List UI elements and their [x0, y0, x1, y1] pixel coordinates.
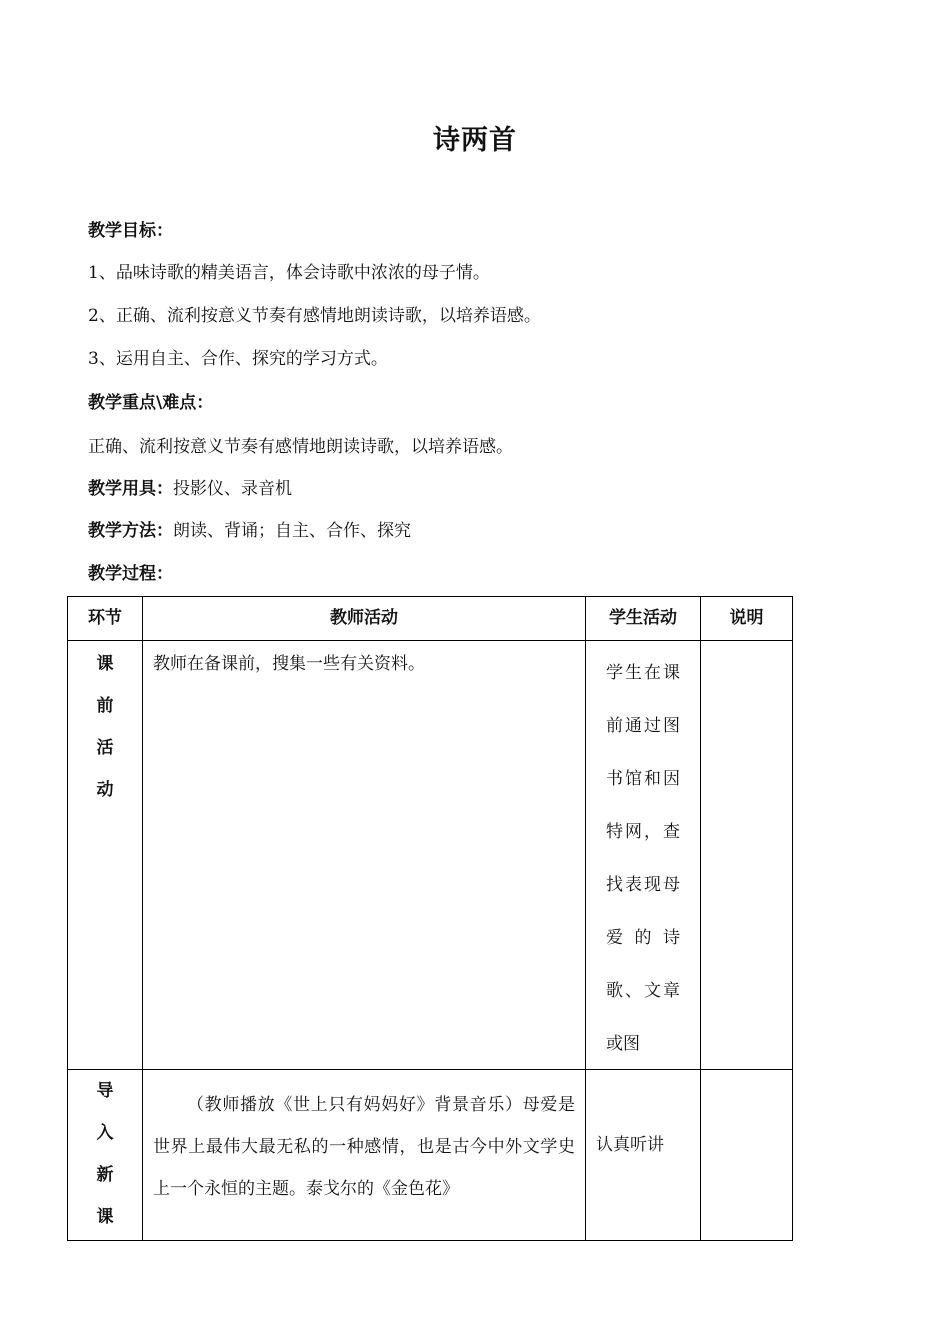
header-stage: 环节	[68, 597, 143, 641]
table-row	[68, 1070, 793, 1241]
objective-item-3: 3、运用自主、合作、探究的学习方式。	[88, 349, 388, 369]
stage-char: 动	[96, 780, 114, 800]
methods-text: 朗读、背诵；自主、合作、探究	[173, 521, 411, 541]
teacher-activity-cell	[143, 1070, 586, 1241]
key-points-label: 教学重点\难点：	[88, 393, 214, 413]
stage-cell-pre-class	[68, 641, 143, 1070]
student-line: 书馆和因	[606, 769, 680, 789]
document-title: 诗两首	[433, 125, 517, 156]
methods-line	[88, 516, 411, 541]
student-line: 找表现母	[606, 875, 680, 895]
student-line: 歌、文章	[606, 981, 680, 1001]
teacher-activity-cell	[143, 641, 586, 1070]
objective-item-2: 2、正确、流利按意义节奏有感情地朗读诗歌，以培养语感。	[88, 306, 541, 326]
stage-char: 课	[96, 654, 114, 674]
teacher-activity-text: （教师播放《世上只有妈妈好》背景音乐）母爱是世界上最伟大最无私的一种感情，也是古今中外文学史上一个永恒的主题。泰戈尔的《金色花》	[153, 1095, 575, 1199]
process-label: 教学过程：	[88, 564, 173, 584]
tools-line	[88, 474, 292, 499]
stage-char: 导	[96, 1081, 114, 1101]
student-activity-cell	[586, 641, 701, 1070]
table-header-row	[68, 597, 793, 641]
header-notes: 说明	[701, 597, 793, 641]
header-student-activity: 学生活动	[586, 597, 701, 641]
stage-char: 新	[96, 1165, 114, 1185]
teaching-process-table	[67, 596, 793, 1241]
tools-label: 教学用具：	[88, 479, 173, 499]
notes-cell	[701, 641, 793, 1070]
objectives-label: 教学目标：	[88, 221, 173, 241]
student-line: 爱的诗	[606, 928, 680, 948]
student-line: 学生在课	[606, 663, 680, 683]
stage-char: 活	[96, 738, 114, 758]
stage-char: 入	[96, 1123, 114, 1143]
methods-label: 教学方法：	[88, 521, 173, 541]
student-line: 特网，查	[606, 822, 680, 842]
student-activity-cell: 认真听讲	[586, 1070, 701, 1241]
stage-char: 前	[96, 696, 114, 716]
stage-cell-introduction	[68, 1070, 143, 1241]
key-points-text: 正确、流利按意义节奏有感情地朗读诗歌，以培养语感。	[88, 437, 513, 457]
table-row	[68, 641, 793, 1070]
notes-cell	[701, 1070, 793, 1241]
stage-char: 课	[96, 1207, 114, 1227]
header-teacher-activity: 教师活动	[143, 597, 586, 641]
objective-item-1: 1、品味诗歌的精美语言，体会诗歌中浓浓的母子情。	[88, 263, 490, 283]
teacher-activity-text: 教师在备课前，搜集一些有关资料。	[153, 654, 425, 674]
tools-text: 投影仪、录音机	[173, 479, 292, 499]
student-line: 或图	[606, 1034, 640, 1054]
student-line: 前通过图	[606, 716, 680, 736]
